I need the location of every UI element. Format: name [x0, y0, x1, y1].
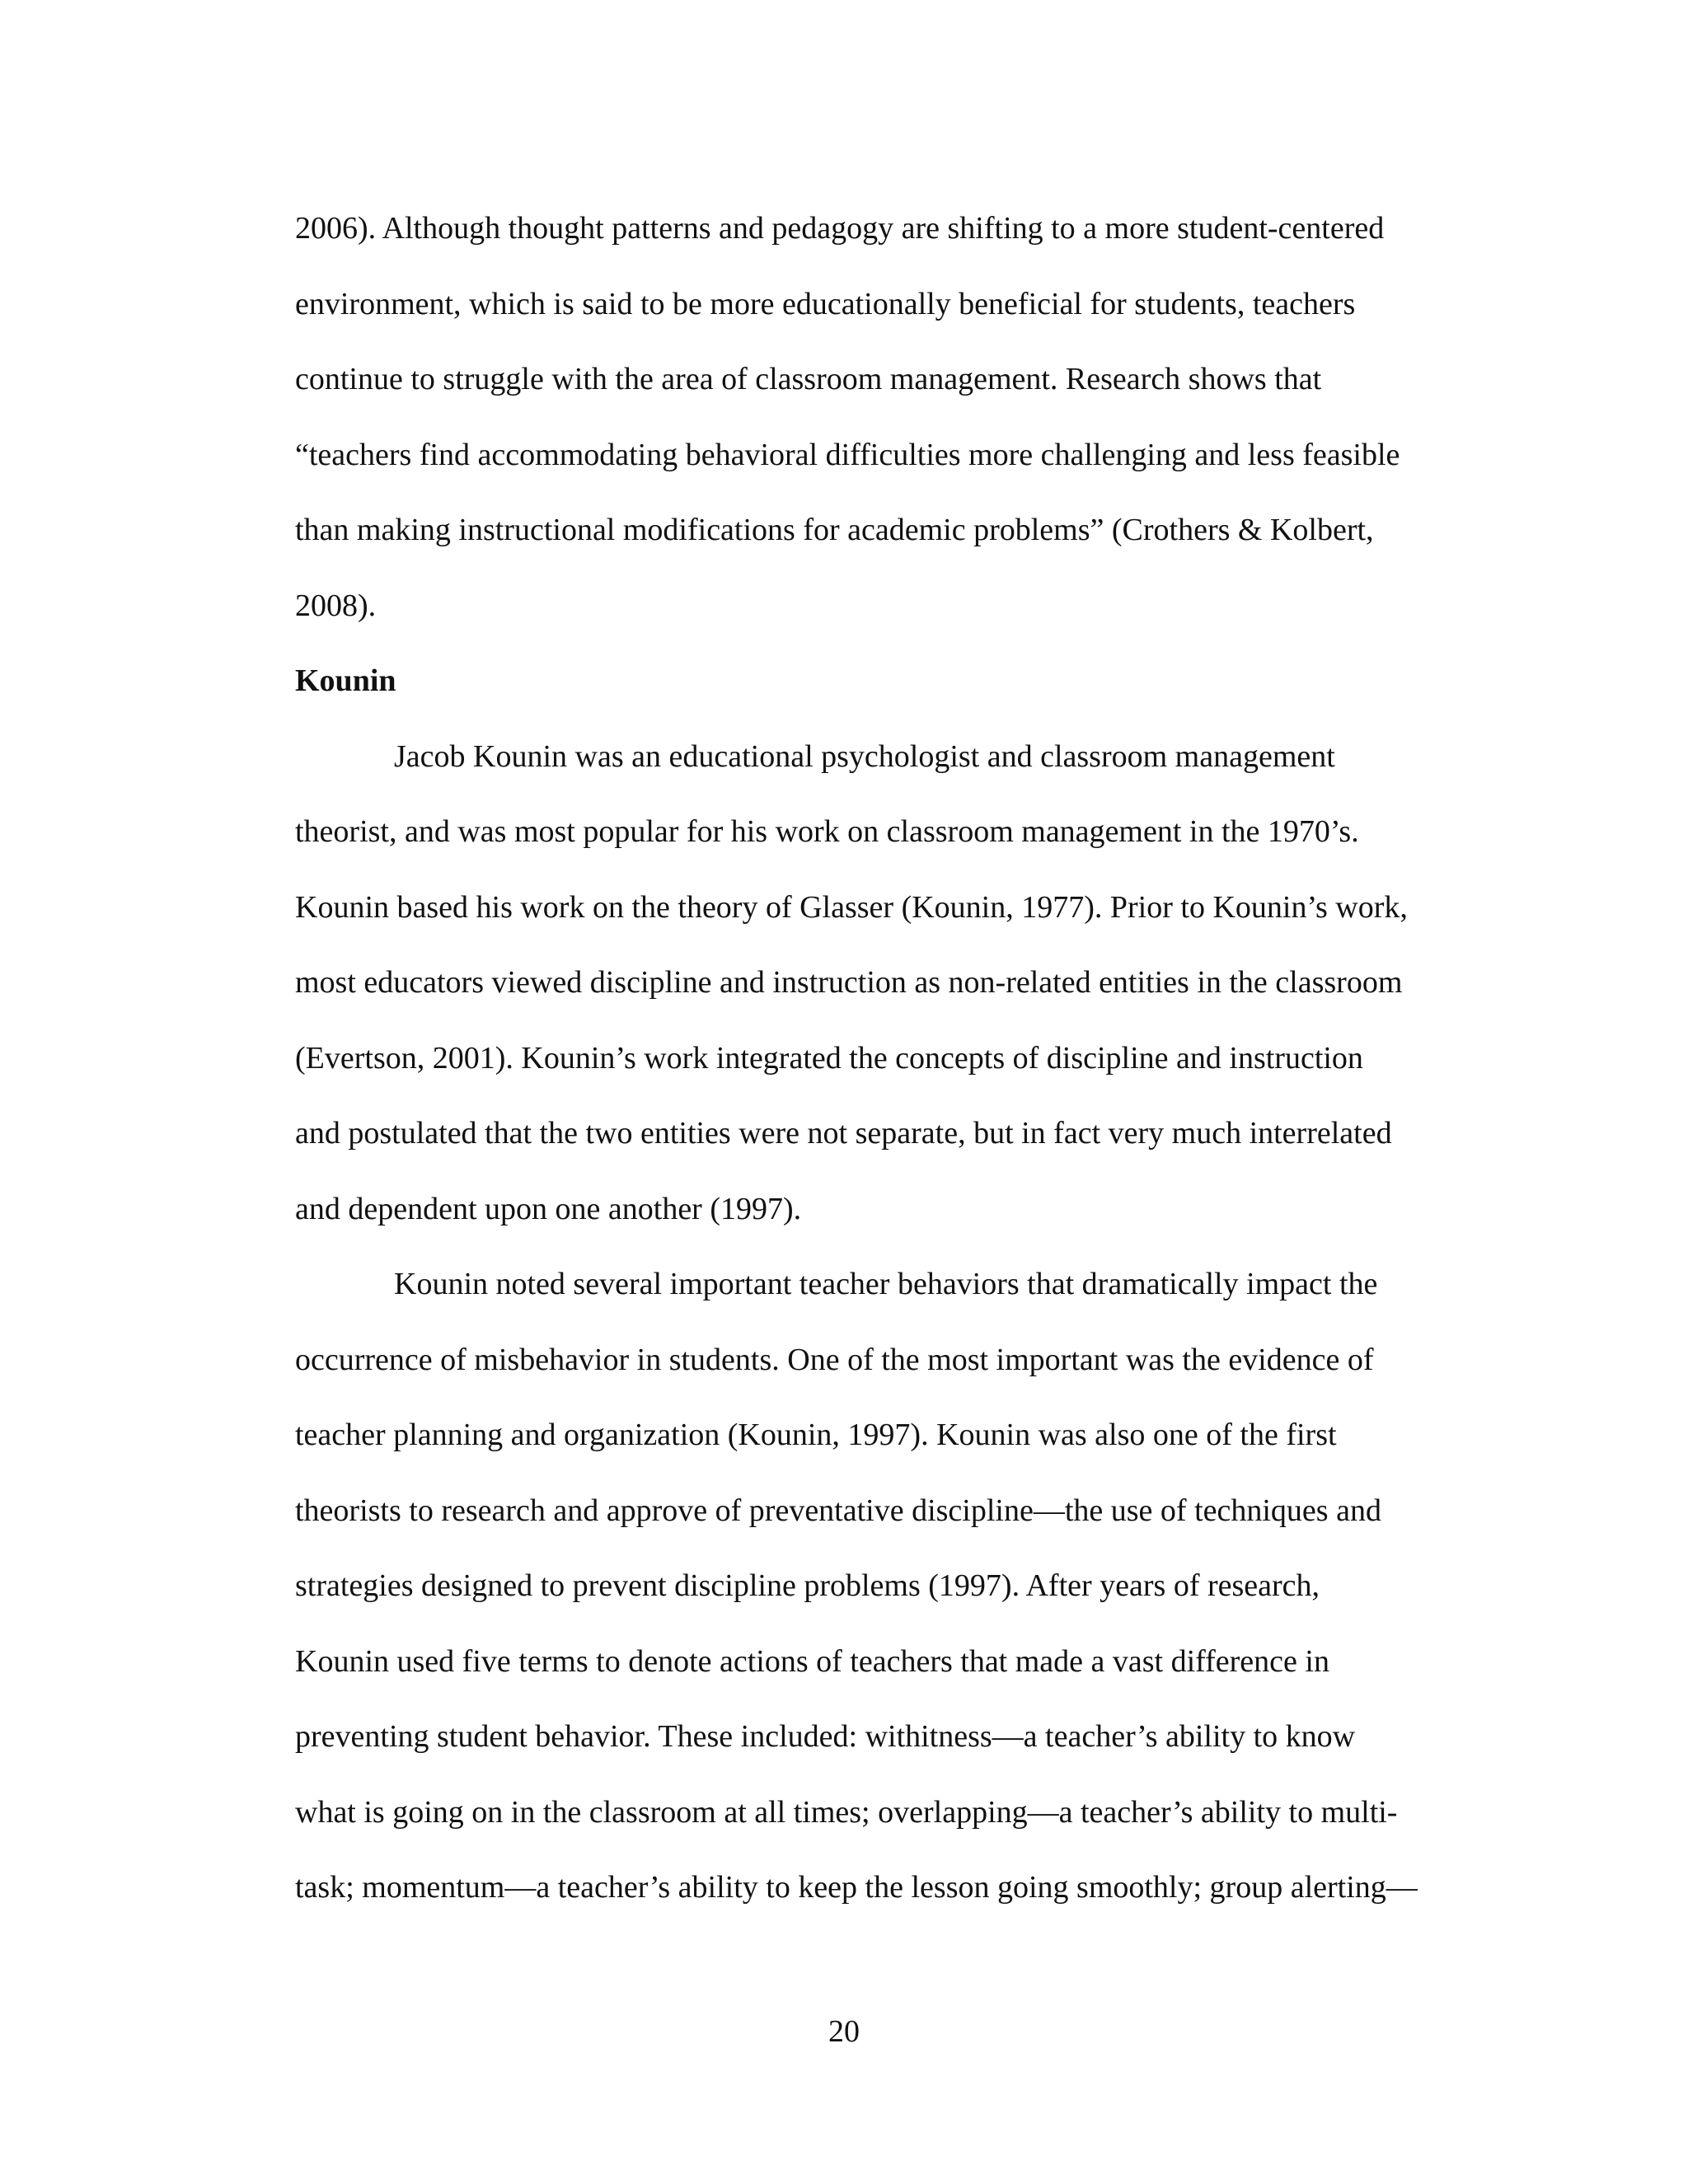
text-line: Kounin noted several important teacher behaviors that dramatically impact the	[394, 1267, 1378, 1301]
text-line: than making instructional modifications for academic problems” (Crothers & Kolbert,	[295, 513, 1374, 547]
text-line: theorists to research and approve of preventative discipline—the use of techniques and	[295, 1493, 1381, 1528]
text-line: occurrence of misbehavior in students. One of the most important was the evidence of	[295, 1342, 1374, 1377]
text-line: and postulated that the two entities were not separate, but in fact very much interrelated	[295, 1116, 1392, 1151]
text-line: “teachers find accommodating behavioral difficulties more challenging and less feasible	[295, 437, 1400, 472]
text-line: teacher planning and organization (Kounin, 1997). Kounin was also one of the first	[295, 1418, 1337, 1452]
page-number: 20	[828, 2014, 860, 2049]
text-line: environment, which is said to be more educationally beneficial for students, teachers	[295, 286, 1356, 321]
text-line: task; momentum—a teacher’s ability to keep the lesson going smoothly; group alerting—	[295, 1870, 1418, 1905]
section-heading: Kounin	[295, 663, 396, 698]
text-line: theorist, and was most popular for his work on classroom management in the 1970’s.	[295, 814, 1359, 849]
text-line: (Evertson, 2001). Kounin’s work integrated the concepts of discipline and instruction	[295, 1040, 1363, 1076]
text-line: strategies designed to prevent discipline problems (1997). After years of research,	[295, 1568, 1320, 1603]
text-line: continue to struggle with the area of classroom management. Research shows that	[295, 362, 1322, 396]
text-line: most educators viewed discipline and instruction as non-related entities in the classroom	[295, 965, 1403, 1000]
text-line: Kounin used five terms to denote actions of teachers that made a vast difference in	[295, 1643, 1329, 1679]
text-line: Jacob Kounin was an educational psychologist and classroom management	[394, 738, 1335, 774]
text-line: 2008).	[295, 588, 377, 623]
text-line: what is going on in the classroom at all times; overlapping—a teacher’s ability to multi-	[295, 1794, 1398, 1830]
text-line: preventing student behavior. These included: withitness—a teacher’s ability to know	[295, 1719, 1356, 1754]
body-text	[295, 191, 1474, 1926]
text-line: 2006). Although thought patterns and pedagogy are shifting to a more student-centered	[295, 211, 1385, 246]
text-line: Kounin based his work on the theory of Glasser (Kounin, 1977). Prior to Kounin’s work,	[295, 889, 1408, 925]
text-line: and dependent upon one another (1997).	[295, 1191, 802, 1226]
